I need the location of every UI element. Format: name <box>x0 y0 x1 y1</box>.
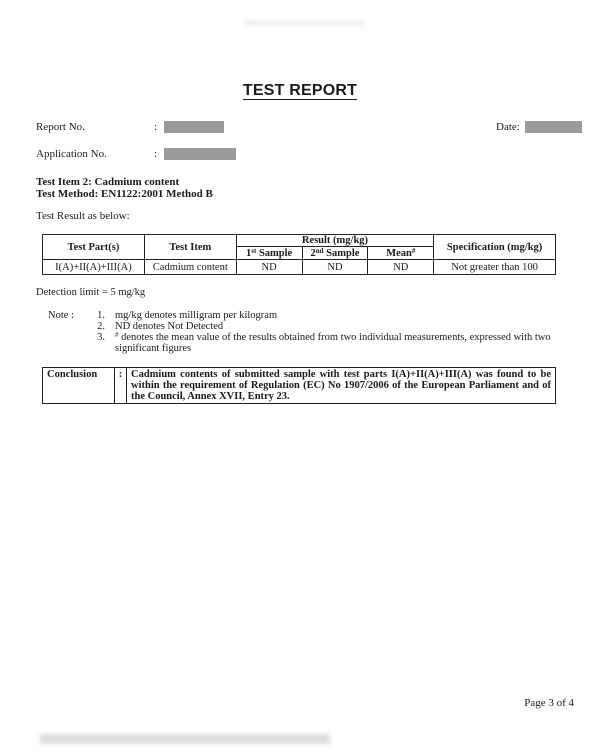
table-row <box>43 260 556 275</box>
conclusion-text: Cadmium contents of submitted sample with test parts I(A)+II(A)+III(A) was found to be within the requirement of Regulation (EC) No 1907/2006 of the European Parliament and of the Council, Annex XVII, Entry 23. <box>127 368 556 404</box>
header-2nd-sample: 2nd Sample <box>302 247 368 260</box>
note-text: mg/kg denotes milligram per kilogram <box>115 310 278 321</box>
notes-label: Note : <box>48 310 74 321</box>
application-no-label: Application No. <box>36 148 107 160</box>
note-number: 2. <box>97 321 105 332</box>
report-no-label: Report No. <box>36 121 85 133</box>
cell-specification: Not greater than 100 <box>434 260 556 275</box>
redacted-application-no <box>164 148 236 160</box>
note-number: 3. <box>97 332 105 343</box>
blurred-header <box>245 20 365 26</box>
cell-test-parts: I(A)+II(A)+III(A) <box>43 260 145 275</box>
results-table <box>42 234 556 275</box>
cell-2nd-sample: ND <box>302 260 368 275</box>
header-1st-sample: 1st Sample <box>236 247 302 260</box>
report-no-colon: : <box>154 121 158 133</box>
redacted-report-no <box>164 121 224 133</box>
conclusion-box <box>42 367 556 404</box>
header-result: Result (mg/kg) <box>236 235 434 247</box>
conclusion-label: Conclusion <box>43 368 115 404</box>
header-mean: Mean# <box>368 247 434 260</box>
test-item-heading: Test Item 2: Cadmium content <box>36 176 180 188</box>
application-no-colon: : <box>154 148 158 160</box>
date-label: Date: <box>496 121 520 133</box>
header-specification: Specification (mg/kg) <box>434 235 556 260</box>
page-number: Page 3 of 4 <box>524 697 574 709</box>
cell-mean: ND <box>368 260 434 275</box>
header-test-parts: Test Part(s) <box>43 235 145 260</box>
conclusion-colon: : <box>115 368 127 404</box>
cell-test-item: Cadmium content <box>144 260 236 275</box>
result-intro: Test Result as below: <box>36 210 130 222</box>
blurred-footer <box>40 734 330 744</box>
note-text: ND denotes Not Detected <box>115 321 224 332</box>
note-number: 1. <box>97 310 105 321</box>
report-title: TEST REPORT <box>242 82 358 99</box>
detection-limit: Detection limit = 5 mg/kg <box>36 287 146 298</box>
header-test-item: Test Item <box>144 235 236 260</box>
cell-1st-sample: ND <box>236 260 302 275</box>
test-method-heading: Test Method: EN1122:2001 Method B <box>36 188 213 200</box>
redacted-date <box>525 121 582 133</box>
note-text: # denotes the mean value of the results obtained from two individual measurements, expressed with two significant figures <box>115 331 551 354</box>
